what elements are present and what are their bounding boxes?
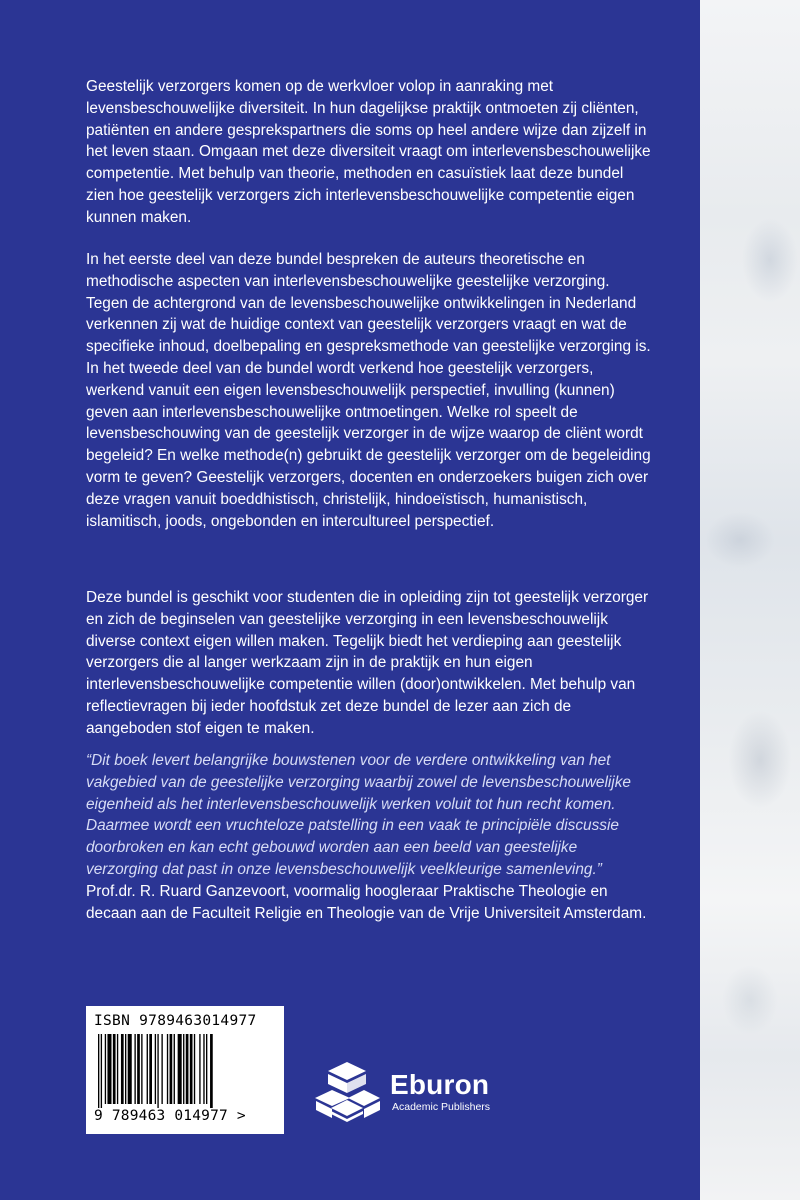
barcode-bar — [155, 1034, 156, 1104]
barcode-bar — [161, 1034, 162, 1104]
quote-attribution: Prof.dr. R. Ruard Ganzevoort, voormalig hoogleraar Praktische Theologie en decaan aan de Faculteit Religie en Theologie van de Vrije Universiteit Amsterdam. — [86, 882, 647, 922]
barcode-bar — [113, 1034, 116, 1104]
barcode-bar — [117, 1034, 118, 1104]
intro-paragraph: Geestelijk verzorgers komen op de werkvloer volop in aanraking met levensbeschouwelijke diversiteit. In hun dagelijkse praktijk ontmoeten zij cliënten, patiënten en andere gesprekspartners die soms op heel andere wijze dan zijzelf in het leven staan. Omgaan met deze diversiteit vraagt om interlevensbeschouwelijke competentie. Met behulp van theorie, methoden en casuïstiek laat deze bundel zien hoe geestelijk verzorgers zich interlevensbeschouwelijke competentie eigen kunnen maken. — [86, 78, 651, 226]
barcode-bar — [134, 1034, 135, 1104]
quote-text: “Dit boek levert belangrijke bouwstenen voor de verdere ontwikkeling van het vakgebied van de geestelijke verzorging waarbij zowel de levensbeschouwelijke eigenheid als het interlevensbeschouwelijk werken voluit tot hun recht komen. Daarmee wordt een vruchteloze patstelling in een vaak te principiële discussie doorbroken en kan echt gebouwd worden aan een beeld van geestelijke verzorging dat past in onze levensbeschouwelijk veelkleurige samenleving.” — [86, 752, 631, 878]
publisher-tagline: Academic Publishers — [392, 1101, 491, 1113]
barcode-bar — [203, 1034, 204, 1104]
barcode-digits: 9 789463 014977 > — [94, 1108, 246, 1124]
barcode — [86, 1006, 284, 1134]
barcode-bar — [128, 1034, 132, 1104]
isbn-label: ISBN 9789463014977 — [94, 1013, 257, 1029]
barcode-bar — [125, 1034, 126, 1104]
barcode-bar — [186, 1034, 189, 1104]
barcode-bar — [183, 1034, 184, 1104]
barcode-bar — [199, 1034, 200, 1104]
eburon-logo-icon — [314, 1060, 380, 1122]
publisher-logo — [314, 1058, 534, 1128]
content-paragraph: In het eerste deel van deze bundel bespreken de auteurs theoretische en methodische aspecten van interlevensbeschouwelijke geestelijke verzorging. Tegen de achtergrond van de levensbeschouwelijke ontwikkelingen in Nederland verkennen zij wat de huidige context van geestelijk verzorgers vraagt en wat de specifieke inhoud, doelbepaling en gespreksmethode van geestelijke verzorging is. In het tweede deel van de bundel wordt verkend hoe geestelijk verzorgers, werkend vanuit een eigen levensbeschouwelijk perspectief, invulling (kunnen) geven aan interlevensbeschouwelijke ontmoetingen. Welke rol speelt de levensbeschouwing van de geestelijk verzorger in de wijze waarop de cliënt wordt begeleid? En welke methode(n) gebruikt de geestelijk verzorger om de begeleiding vorm te geven? Geestelijk verzorgers, docenten en onderzoekers buigen zich over deze vragen vanuit boeddhistisch, christelijk, hindoeïstisch, humanistisch, islamitisch, joods, ongebonden en intercultureel perspectief. — [86, 251, 651, 530]
barcode-bar — [194, 1034, 195, 1104]
barcode-bar — [141, 1034, 142, 1104]
endorsement-quote — [86, 750, 652, 924]
barcode-bar — [101, 1034, 102, 1108]
barcode-bar — [137, 1034, 140, 1104]
barcode-bar — [149, 1034, 152, 1104]
barcode-bar — [107, 1034, 111, 1104]
barcode-bar — [147, 1034, 148, 1104]
barcode-bar — [167, 1034, 168, 1104]
audience-paragraph: Deze bundel is geschikt voor studenten die in opleiding zijn tot geestelijk verzorger en zich de beginselen van geestelijke verzorging in een levensbeschouwelijk diverse context eigen willen maken. Tegelijk biedt het verdieping aan geestelijk verzorgers die al langer werkzaam zijn in de praktijk en hun eigen interlevensbeschouwelijke competentie willen (door)ontwikkelen. Met behulp van reflectievragen bij ieder hoofdstuk zet deze bundel de lezer aan zich de aangeboden stof eigen te maken. — [86, 589, 649, 737]
barcode-bar — [178, 1034, 182, 1104]
barcode-bar — [98, 1034, 99, 1108]
barcode-bar — [190, 1034, 193, 1104]
barcode-bar — [157, 1034, 158, 1108]
publisher-name: Eburon — [390, 1069, 490, 1100]
cover-photo-strip — [700, 0, 800, 1200]
barcode-bars — [94, 1034, 276, 1108]
barcode-bar — [210, 1034, 213, 1108]
barcode-bar — [170, 1034, 173, 1104]
barcode-bar — [121, 1034, 124, 1104]
barcode-bar — [174, 1034, 175, 1104]
barcode-bar — [206, 1034, 207, 1104]
barcode-bar — [105, 1034, 106, 1104]
